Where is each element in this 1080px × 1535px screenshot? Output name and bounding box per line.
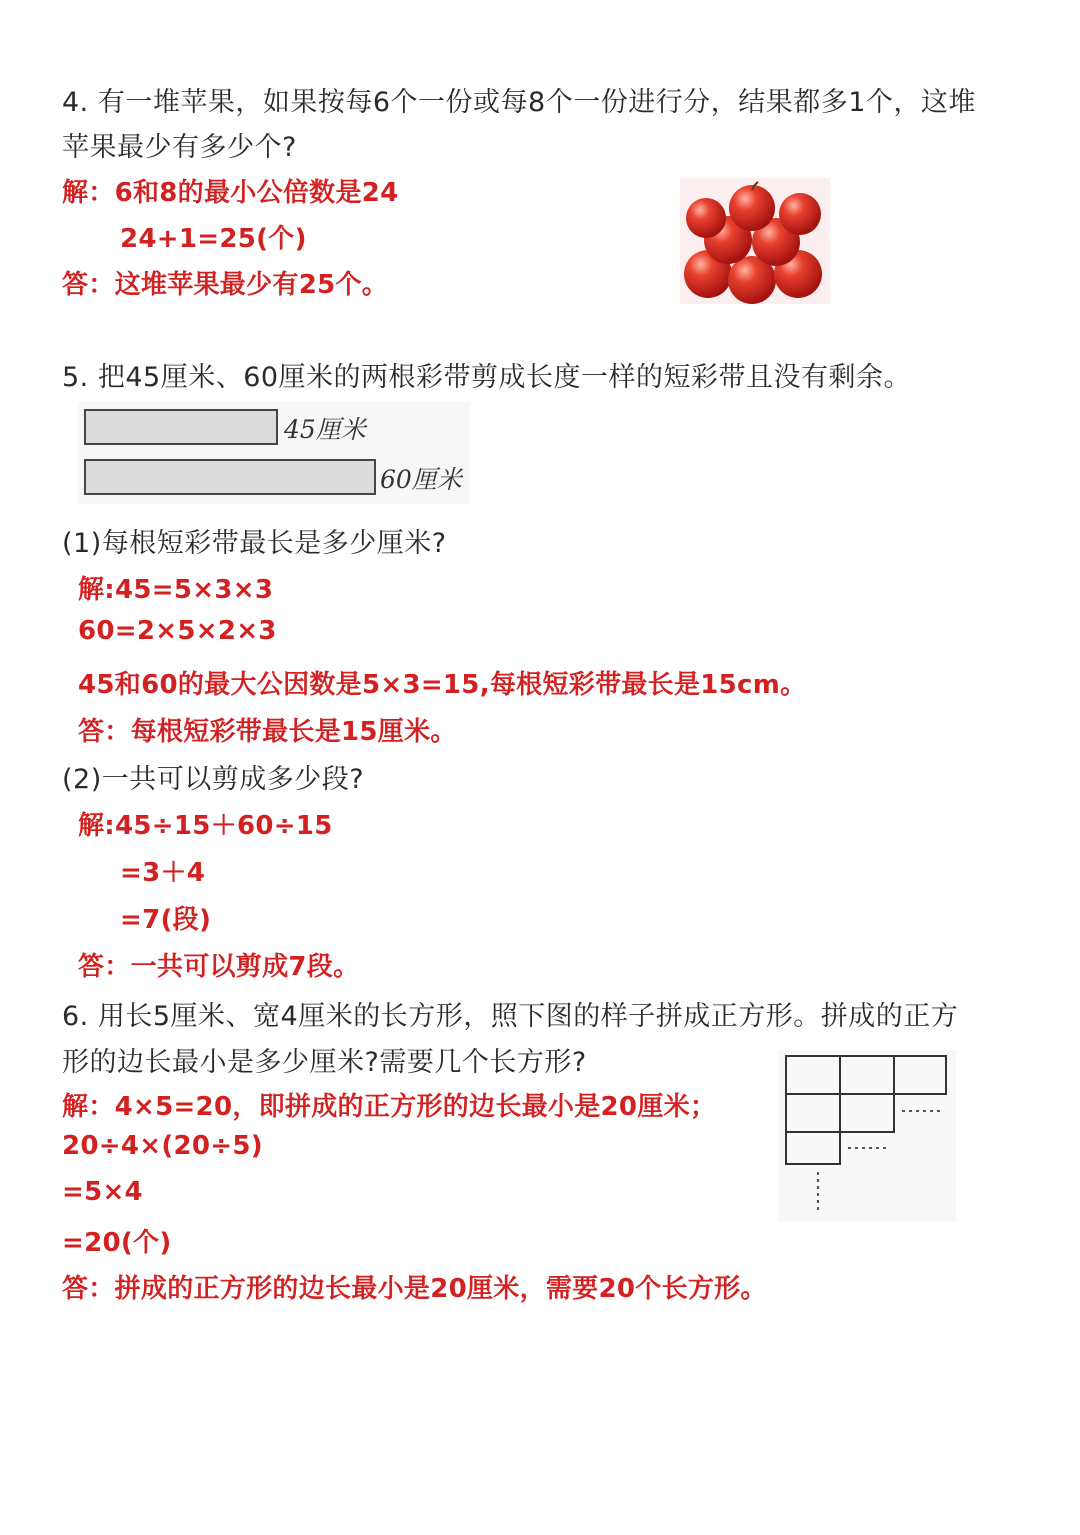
q6-solution-line1: 解：4×5=20，即拼成的正方形的边长最小是20厘米； <box>62 1092 717 1122</box>
q5-part1-question: (1)每根短彩带最长是多少厘米? <box>62 528 447 559</box>
q5-question: 5. 把45厘米、60厘米的两根彩带剪成长度一样的短彩带且没有剩余。 <box>62 362 912 393</box>
q5-part1-solution-line1: 解:45=5×3×3 <box>78 575 274 605</box>
q4-solution-line1: 解：6和8的最小公倍数是24 <box>62 178 399 208</box>
q5-part1-solution-line2: 60=2×5×2×3 <box>78 616 277 646</box>
q4-question-line1: 4. 有一堆苹果，如果按每6个一份或每8个一份进行分，结果都多1个，这堆 <box>62 87 976 118</box>
q6-solution-line3: =5×4 <box>62 1177 143 1207</box>
q6-solution-line2: 20÷4×(20÷5) <box>62 1131 263 1161</box>
q6-question-line1: 6. 用长5厘米、宽4厘米的长方形，照下图的样子拼成正方形。拼成的正方 <box>62 1001 959 1032</box>
q5-part2-solution-line2: =3＋4 <box>120 858 206 888</box>
q4-question-line2: 苹果最少有多少个? <box>62 132 297 163</box>
q5-part2-solution-line1: 解:45÷15＋60÷15 <box>78 811 333 841</box>
ribbon-figure <box>78 402 470 504</box>
q4-answer: 答：这堆苹果最少有25个。 <box>62 270 389 300</box>
q5-part2-answer: 答：一共可以剪成7段。 <box>78 952 360 982</box>
apple-pile-icon <box>680 178 830 304</box>
q6-solution-line4: =20(个) <box>62 1228 172 1258</box>
q4-solution-line2: 24+1=25(个) <box>120 224 307 254</box>
ribbon-45 <box>85 410 277 444</box>
q5-part2-question: (2)一共可以剪成多少段? <box>62 764 365 795</box>
rectangle-tiling-diagram <box>778 1050 956 1222</box>
q6-question-line2: 形的边长最小是多少厘米?需要几个长方形? <box>62 1047 587 1078</box>
ribbon-45-label: 45厘米 <box>284 415 366 444</box>
ribbon-60-label: 60厘米 <box>380 465 462 494</box>
q5-part1-answer: 答：每根短彩带最长是15厘米。 <box>78 717 457 747</box>
ribbon-60 <box>85 460 375 494</box>
q5-part1-solution-line3: 45和60的最大公因数是5×3=15,每根短彩带最长是15cm。 <box>78 670 807 700</box>
q5-part2-solution-line3: =7(段) <box>120 905 212 935</box>
q6-answer: 答：拼成的正方形的边长最小是20厘米，需要20个长方形。 <box>62 1274 767 1304</box>
